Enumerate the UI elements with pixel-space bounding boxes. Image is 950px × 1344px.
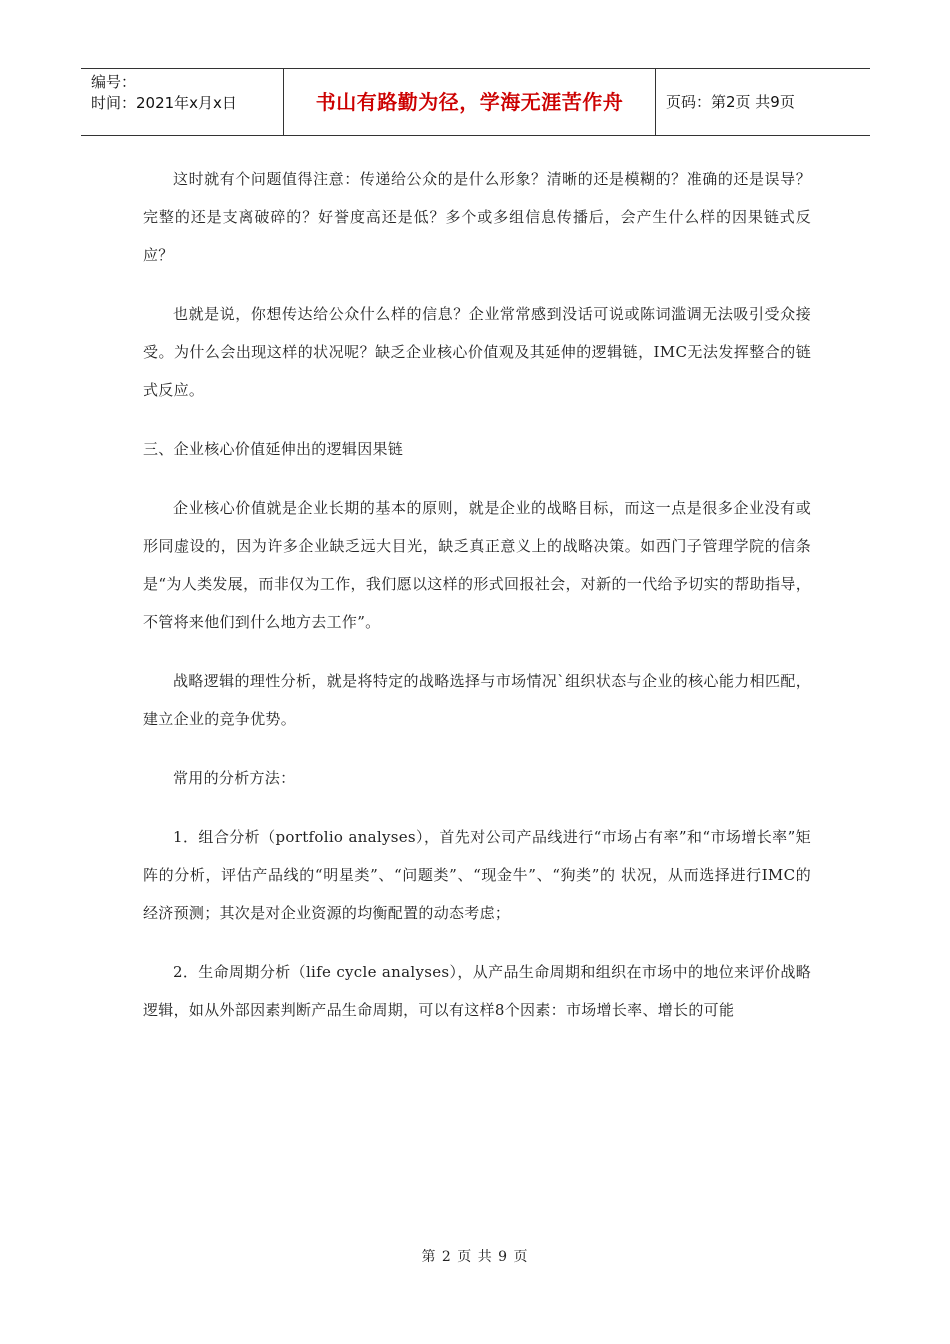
header-motto: 书山有路勤为径，学海无涯苦作舟 — [283, 69, 656, 135]
body-paragraph: 1．组合分析（portfolio analyses），首先对公司产品线进行“市场占有率”和“市场增长率”矩阵的分析，评估产品线的“明星类”、“问题类”、“现金牛”、“狗类”的 状况，从而选择进行IMC的经济预测；其次是对企业资源的均衡配置的动态考虑； — [143, 828, 811, 922]
body-paragraph: 也就是说，你想传达给公众什么样的信息？企业常常感到没话可说或陈词滥调无法吸引受众接受。为什么会出现这样的状况呢？缺乏企业核心价值观及其延伸的逻辑链，IMC无法发挥整合的链式反应。 — [143, 305, 811, 399]
body-paragraph: 企业核心价值就是企业长期的基本的原则，就是企业的战略目标，而这一点是很多企业没有或形同虚设的，因为许多企业缺乏远大目光，缺乏真正意义上的战略决策。如西门子管理学院的信条是“为人类发展，而非仅为工作，我们愿以这样的形式回报社会，对新的一代给予切实的帮助指导，不管将来他们到什么地方去工作”。 — [143, 499, 811, 631]
document-body — [143, 160, 811, 1050]
header-page-number: 页码：第2页 共9页 — [666, 93, 795, 111]
document-header — [81, 68, 870, 136]
body-paragraph: 这时就有个问题值得注意：传递给公众的是什么形象？清晰的还是模糊的？准确的还是误导？完整的还是支离破碎的？好誉度高还是低？多个或多组信息传播后，会产生什么样的因果链式反应？ — [143, 170, 811, 264]
page-footer: 第 2 页 共 9 页 — [421, 1249, 529, 1265]
body-paragraph: 常用的分析方法： — [173, 769, 296, 787]
body-paragraph: 战略逻辑的理性分析，就是将特定的战略选择与市场情况`组织状态与企业的核心能力相匹配，建立企业的竞争优势。 — [143, 672, 811, 728]
body-paragraph: 2．生命周期分析（life cycle analyses），从产品生命周期和组织在市场中的地位来评价战略逻辑，如从外部因素判断产品生命周期，可以有这样8个因素：市场增长率、增长的可能 — [143, 963, 811, 1019]
document-date-label: 时间：2021年x月x日 — [91, 94, 237, 112]
section-heading: 三、企业核心价值延伸出的逻辑因果链 — [143, 440, 404, 458]
document-number-label: 编号： — [91, 73, 137, 91]
header-meta-cell — [81, 69, 283, 135]
